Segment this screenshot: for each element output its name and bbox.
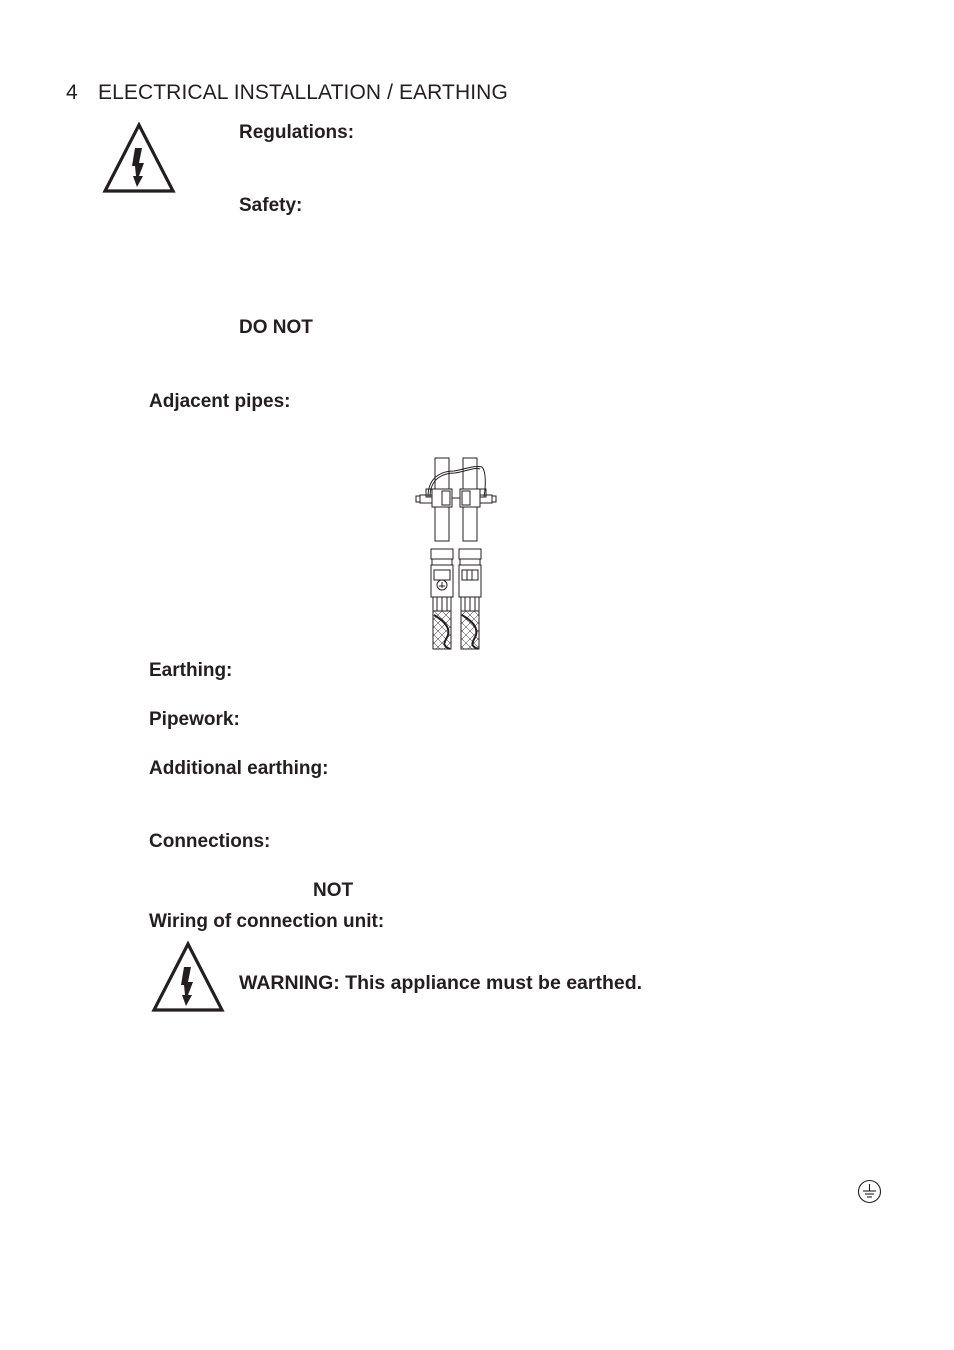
pipe-bonding-clamp-diagram: [414, 455, 498, 651]
adjacent-pipes-label: Adjacent pipes:: [149, 391, 291, 412]
additional-earthing-label: Additional earthing:: [149, 758, 329, 779]
section-title: ELECTRICAL INSTALLATION / EARTHING: [98, 81, 508, 104]
wiring-label: Wiring of connection unit:: [149, 911, 385, 932]
earthing-label: Earthing:: [149, 660, 233, 681]
warning-text: WARNING: This appliance must be earthed.: [239, 972, 643, 994]
not-label: NOT: [313, 880, 354, 901]
pipework-label: Pipework:: [149, 709, 240, 730]
safety-label: Safety:: [239, 195, 303, 216]
regulations-label: Regulations:: [239, 122, 355, 143]
section-number: 4: [66, 81, 78, 104]
connections-label: Connections:: [149, 831, 271, 852]
electrical-hazard-warning-icon-bottom: [151, 940, 225, 1014]
do-not-label: DO NOT: [239, 317, 313, 338]
earth-symbol-icon: [857, 1179, 882, 1204]
electrical-hazard-warning-icon: [102, 121, 176, 195]
